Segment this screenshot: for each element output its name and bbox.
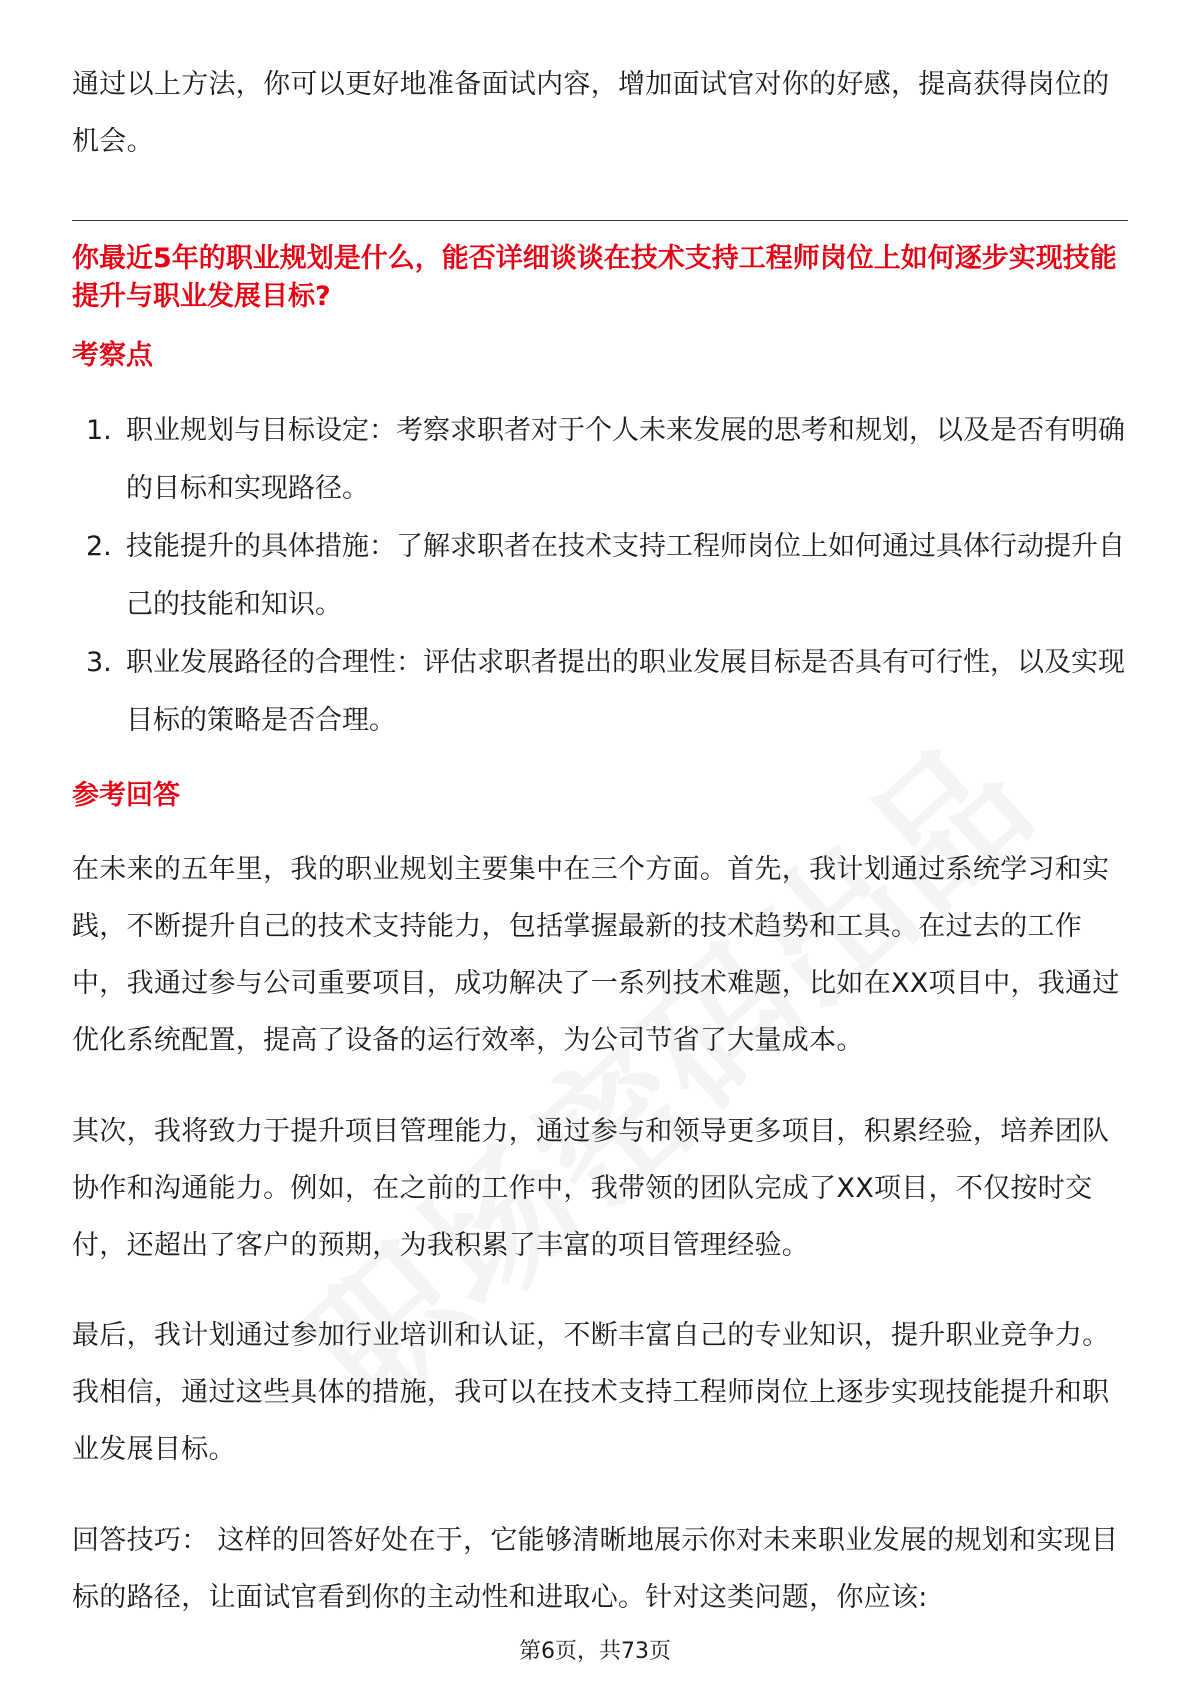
list-item <box>72 518 1128 634</box>
list-item-number: 2. <box>86 531 112 562</box>
answer-paragraph-2: 其次，我将致力于提升项目管理能力，通过参与和领导更多项目，积累经验，培养团队协作和沟通能力。例如，在之前的工作中，我带领的团队完成了XX项目，不仅按时交付，还超出了客户的预期，为我积累了丰富的项目管理经验。 <box>72 1116 1110 1261</box>
intro-paragraph: 通过以上方法，你可以更好地准备面试内容，增加面试官对你的好感，提高获得岗位的机会。 <box>72 69 1110 157</box>
list-item-text: 职业发展路径的合理性：评估求职者提出的职业发展目标是否具有可行性，以及实现目标的策略是否合理。 <box>126 647 1125 736</box>
assessment-points-list <box>72 402 1128 750</box>
page-number-footer: 第6页，共73页 <box>519 1639 671 1664</box>
list-item-text: 职业规划与目标设定：考察求职者对于个人未来发展的思考和规划，以及是否有明确的目标和实现路径。 <box>126 415 1125 504</box>
assessment-points-title: 考察点 <box>72 340 153 371</box>
answer-paragraph-1: 在未来的五年里，我的职业规划主要集中在三个方面。首先，我计划通过系统学习和实践，不断提升自己的技术支持能力，包括掌握最新的技术趋势和工具。在过去的工作中，我通过参与公司重要项目，成功解决了一系列技术难题，比如在XX项目中，我通过优化系统配置，提高了设备的运行效率，为公司节省了大量成本。 <box>72 854 1120 1056</box>
list-item-number: 1. <box>86 415 112 446</box>
answer-tip-paragraph: 回答技巧： 这样的回答好处在于，它能够清晰地展示你对未来职业发展的规划和实现目标的路径，让面试官看到你的主动性和进取心。针对这类问题，你应该: <box>72 1525 1119 1613</box>
list-item-text: 技能提升的具体措施：了解求职者在技术支持工程师岗位上如何通过具体行动提升自己的技能和知识。 <box>126 531 1125 620</box>
reference-answer-title: 参考回答 <box>72 780 180 811</box>
list-item-number: 3. <box>86 647 112 678</box>
answer-paragraph-3: 最后，我计划通过参加行业培训和认证，不断丰富自己的专业知识，提升职业竞争力。我相信，通过这些具体的措施，我可以在技术支持工程师岗位上逐步实现技能提升和职业发展目标。 <box>72 1320 1110 1465</box>
section-divider <box>72 220 1128 221</box>
list-item <box>72 634 1128 750</box>
interview-question: 你最近5年的职业规划是什么，能否详细谈谈在技术支持工程师岗位上如何逐步实现技能提升与职业发展目标? <box>72 243 1117 312</box>
list-item <box>72 402 1128 518</box>
